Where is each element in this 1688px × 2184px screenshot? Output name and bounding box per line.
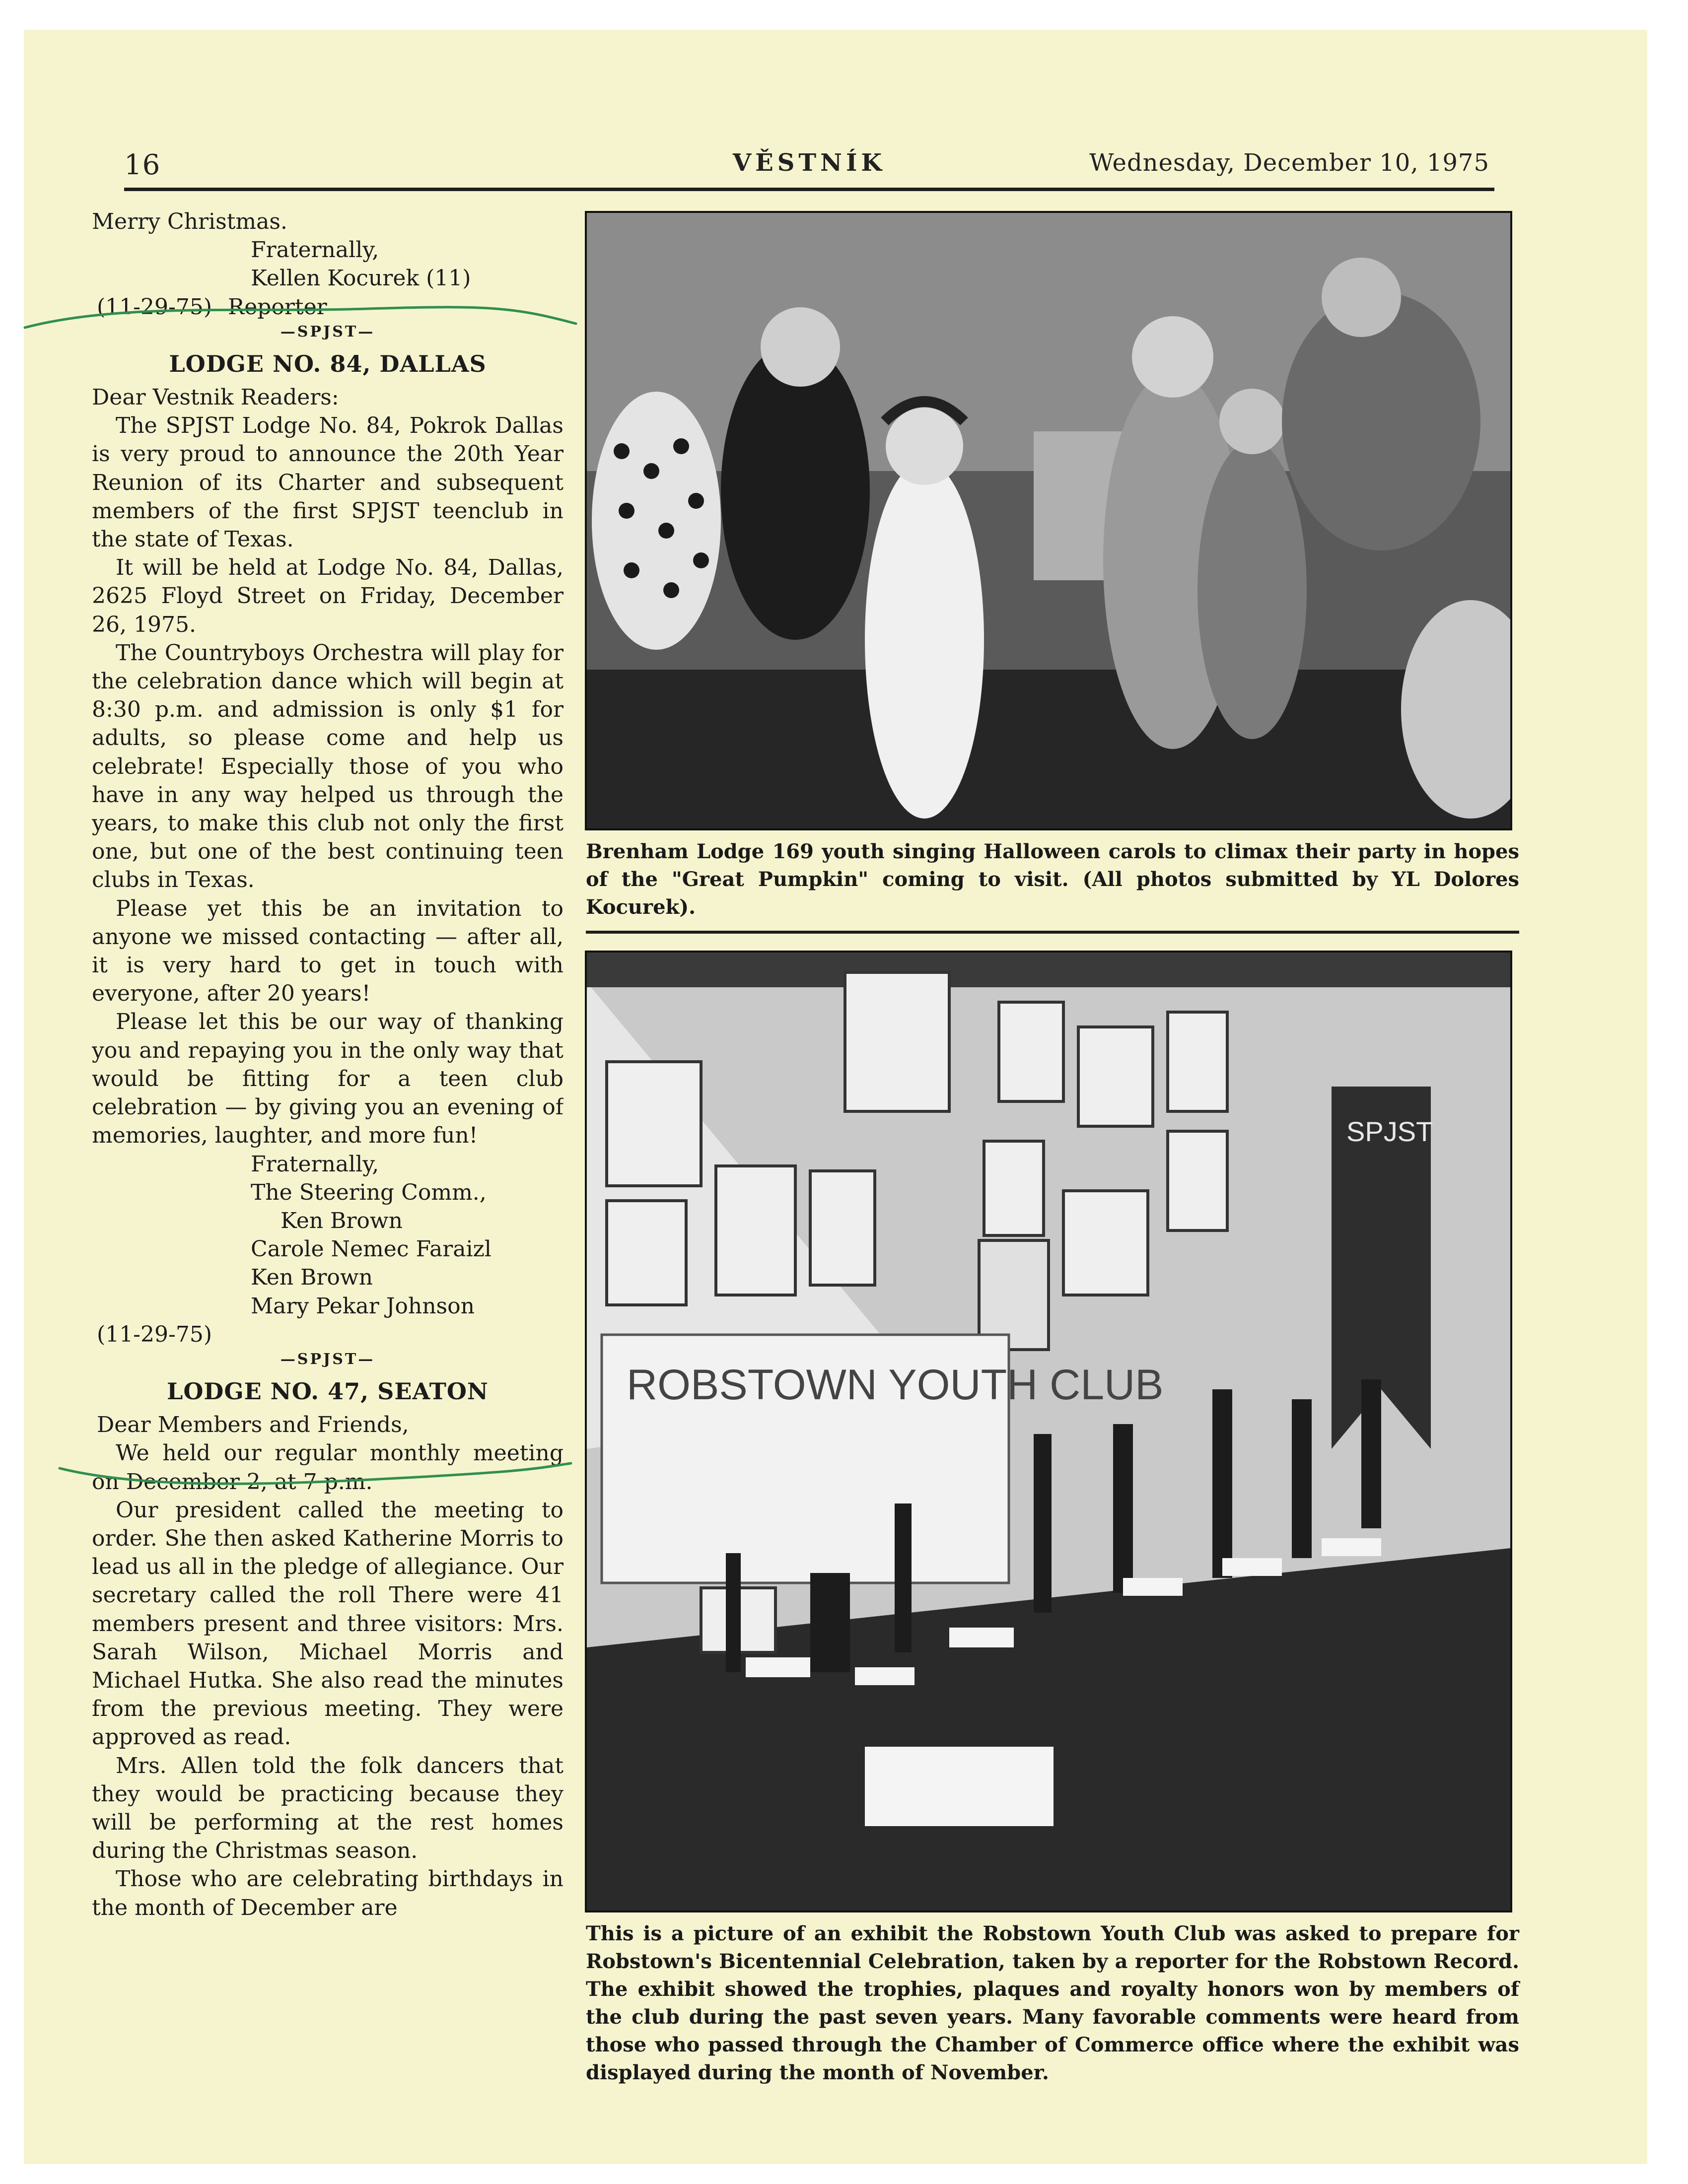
lodge84-salutation: Dear Vestnik Readers: bbox=[92, 385, 339, 410]
lodge84-paragraph: Please let this be our way of thanking you and repaying you in the only way that would be fitting for a teen club celebration — by giving you an evening of memories, laughter, and more fun! bbox=[92, 1009, 563, 1149]
separator: —SPJST— bbox=[280, 1350, 375, 1368]
photo-divider bbox=[586, 931, 1519, 934]
separator: —SPJST— bbox=[280, 323, 375, 341]
masthead: VĚSTNÍK bbox=[732, 149, 886, 177]
lodge47-heading: LODGE NO. 47, SEATON bbox=[167, 1377, 489, 1405]
pen-mark-top bbox=[20, 298, 586, 338]
photo-halloween-carols bbox=[585, 211, 1512, 830]
page-number: 16 bbox=[124, 149, 161, 181]
left-column bbox=[92, 207, 563, 2123]
lodge84-paragraph: Please yet this be an invitation to anyone we missed contacting — after all, it is very hard to get in touch with everyone, after 20 years! bbox=[92, 895, 563, 1007]
lodge84-date: (11-29-75) bbox=[97, 1321, 212, 1347]
lodge84-paragraph: The Countryboys Orchestra will play for the celebration dance which will begin at 8:30 p.m. and admission is only $1 for adults, so please come and help us celebrate! Especially those of you who have in any way helped us through the years, to make this club not only the first one, but one of the best continuing teen clubs in Texas. bbox=[92, 640, 563, 893]
header-rule bbox=[124, 188, 1494, 191]
carol-scene-illustration bbox=[587, 213, 1510, 828]
lodge84-paragraph: It will be held at Lodge No. 84, Dallas, 2625 Floyd Street on Friday, December 26, 1975. bbox=[92, 555, 563, 637]
lodge84-committee: The Steering Comm., bbox=[251, 1179, 487, 1205]
lodge47-paragraph: We held our regular monthly meeting on December 2, at 7 p.m. bbox=[92, 1440, 563, 1495]
lodge47-paragraph: Those who are celebrating birthdays in the month of December are bbox=[92, 1866, 563, 1920]
issue-date: Wednesday, December 10, 1975 bbox=[1089, 149, 1489, 177]
lodge84-signer: Ken Brown bbox=[251, 1265, 373, 1291]
lodge47-paragraph: Our president called the meeting to order. She then asked Katherine Morris to lead us all in the pledge of allegiance. Our secretary called the roll There were 41 members present and three visitors: Mrs. Sarah Wilson, Michael Morris and Michael Hutka. She also read the minutes from the previous meeting. They were approved as read. bbox=[92, 1497, 563, 1750]
lodge84-signer: Ken Brown bbox=[281, 1208, 403, 1233]
prev-closing: Merry Christmas. bbox=[92, 209, 287, 234]
prev-role: Reporter bbox=[228, 294, 327, 320]
lodge84-paragraph: The SPJST Lodge No. 84, Pokrok Dallas is very proud to announce the 20th Year Reunion of its Charter and subsequent members of the first SPJST teenclub in the state of Texas. bbox=[92, 413, 563, 552]
exhibit-banner-text: SPJST bbox=[1346, 1116, 1433, 1147]
lodge84-heading: LODGE NO. 84, DALLAS bbox=[169, 350, 487, 377]
prev-date: (11-29-75) bbox=[97, 294, 212, 320]
lodge84-signer: Carole Nemec Faraizl bbox=[251, 1236, 492, 1262]
exhibit-scene-illustration bbox=[587, 953, 1510, 1911]
photo-caption-2: This is a picture of an exhibit the Robstown Youth Club was asked to prepare for Robstown's Bicentennial Celebration, taken by a reporter for the Robstown Record. The exhibit showed the trophies, plaques and royalty honors won by members of the club during the past seven years. Many favorable comments were heard from those who passed through the Chamber of Commerce office where the exhibit was displayed during the month of November. bbox=[586, 1922, 1519, 2084]
prev-signer: Kellen Kocurek (11) bbox=[251, 266, 471, 291]
lodge84-closing: Fraternally, bbox=[251, 1151, 379, 1177]
exhibit-sign-text: ROBSTOWN YOUTH CLUB bbox=[627, 1361, 1164, 1409]
lodge47-paragraph: Mrs. Allen told the folk dancers that they would be practicing because they will be performing at the rest homes during the Christmas season. bbox=[92, 1753, 563, 1864]
lodge47-salutation: Dear Members and Friends, bbox=[97, 1412, 409, 1438]
prev-signoff: Fraternally, bbox=[251, 237, 379, 263]
photo-robstown-exhibit bbox=[585, 951, 1512, 1912]
photo-caption-1: Brenham Lodge 169 youth singing Halloween carols to climax their party in hopes of the "Great Pumpkin" coming to visit. (All photos submitted by YL Dolores Kocurek). bbox=[586, 840, 1519, 919]
pen-mark-bottom bbox=[20, 1454, 586, 1494]
lodge84-signer: Mary Pekar Johnson bbox=[251, 1293, 475, 1319]
